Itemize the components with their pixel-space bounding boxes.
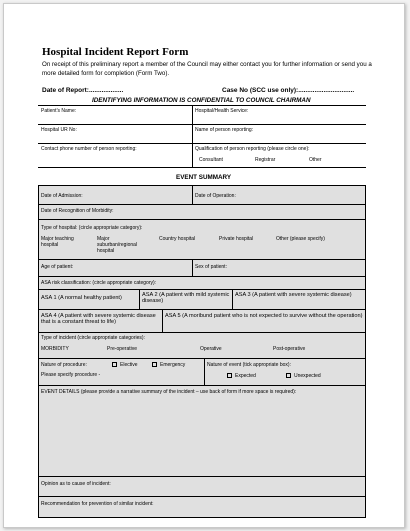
specify-procedure-label[interactable]: Please specify procedure -: [41, 372, 101, 378]
table-rule: [38, 289, 366, 290]
table-rule: [38, 204, 366, 205]
table-divider: [232, 289, 233, 309]
procedure-emergency-option[interactable]: [152, 362, 185, 368]
event-unexpected-label: Unexpected: [294, 373, 321, 379]
qualification-label: Qualification of person reporting (please circle one):: [195, 146, 310, 152]
checkbox-icon[interactable]: [112, 362, 117, 367]
procedure-elective-label: Elective: [120, 362, 138, 368]
procedure-emergency-label: Emergency: [160, 362, 186, 368]
nature-procedure-label: Nature of procedure:: [41, 362, 87, 368]
table-rule: [38, 259, 366, 260]
date-of-report[interactable]: Date of Report:...................: [42, 87, 124, 94]
date-admission-label[interactable]: Date of Admission:: [41, 193, 83, 199]
name-reporting-label[interactable]: Name of person reporting:: [195, 127, 254, 133]
procedure-elective-option[interactable]: [112, 362, 138, 368]
qual-option-registrar[interactable]: Registrar: [255, 157, 276, 163]
asa-heading: ASA risk classification: (circle appropriate category):: [41, 280, 157, 286]
checkbox-icon[interactable]: [152, 362, 157, 367]
hospital-type-suburban[interactable]: Major suburban/regional hospital: [97, 236, 138, 254]
case-number[interactable]: Case No (SCC use only):...............................: [222, 87, 355, 94]
table-rule: [38, 358, 366, 359]
hospital-type-teaching[interactable]: Major teaching hospital: [41, 236, 74, 248]
table-rule: [38, 143, 366, 144]
age-patient-label[interactable]: Age of patient:: [41, 264, 74, 270]
table-rule: [38, 276, 366, 277]
hospital-ur-label[interactable]: Hospital UR No:: [41, 127, 77, 133]
incident-operative[interactable]: Operative: [200, 346, 222, 352]
table-rule: [38, 332, 366, 333]
contact-phone-label[interactable]: Contact phone number of person reporting:: [41, 146, 137, 152]
hospital-type-country[interactable]: Country hospital: [159, 236, 196, 242]
sex-patient-label[interactable]: Sex of patient:: [195, 264, 227, 270]
patients-name-label[interactable]: Patient's Name:: [41, 108, 77, 114]
nature-event-label: Nature of event (tick appropriate box):: [207, 362, 291, 368]
asa-5[interactable]: ASA 5 (A moribund patient who is not expected to survive without the operation): [165, 313, 363, 319]
table-rule: [38, 496, 366, 497]
qual-option-other[interactable]: Other: [309, 157, 322, 163]
form-page: [3, 3, 405, 528]
table-divider: [192, 259, 193, 276]
type-incident-label: Type of incident (circle appropriate categories):: [41, 335, 145, 341]
table-rule: [38, 385, 366, 386]
table-rule: [38, 219, 366, 220]
asa-1[interactable]: ASA 1 (A normal healthy patient): [41, 295, 122, 301]
incident-postoperative[interactable]: Post-operative: [273, 346, 306, 352]
type-hospital-label: Type of hospital: (circle appropriate category):: [41, 225, 143, 231]
event-summary-heading: EVENT SUMMARY: [176, 174, 232, 181]
event-details-label[interactable]: EVENT DETAILS (please provide a narrative summary of the incident – use back of form if more space is required):: [41, 389, 297, 395]
date-operation-label[interactable]: Date of Operation:: [195, 193, 236, 199]
recommendation-label[interactable]: Recommendation for prevention of similar incident:: [41, 501, 154, 507]
checkbox-icon[interactable]: [227, 373, 232, 378]
identifying-heading: IDENTIFYING INFORMATION IS CONFIDENTIAL TO COUNCIL CHAIRMAN: [92, 97, 311, 104]
table-rule: [38, 124, 366, 125]
asa-3[interactable]: ASA 3 (A patient with severe systemic disease): [235, 292, 352, 298]
event-unexpected-option[interactable]: [286, 373, 321, 379]
opinion-label[interactable]: Opinion as to cause of incident:: [41, 481, 111, 487]
event-expected-option[interactable]: [227, 373, 256, 379]
table-divider: [204, 358, 205, 385]
incident-morbidity[interactable]: MORBIDITY: [41, 346, 69, 352]
table-rule: [38, 476, 366, 477]
table-rule: [38, 105, 366, 106]
event-expected-label: Expected: [235, 373, 256, 379]
qual-option-consultant[interactable]: Consultant: [199, 157, 223, 163]
table-divider: [139, 289, 140, 309]
table-rule: [38, 167, 366, 168]
form-title: Hospital Incident Report Form: [42, 46, 189, 58]
intro-text: On receipt of this preliminary report a member of the Council may either contact you for further information or send you a more detailed form for completion (Form Two).: [42, 61, 372, 77]
asa-4[interactable]: ASA 4 (A patient with severe systemic disease that is a constant threat to life): [41, 313, 156, 325]
asa-2[interactable]: ASA 2 (A patient with mild systemic disease): [142, 292, 230, 304]
date-morbidity-label[interactable]: Date of Recognition of Morbidity:: [41, 208, 114, 214]
hospital-type-other[interactable]: Other (please specify): [276, 236, 325, 242]
incident-preoperative[interactable]: Pre-operative: [107, 346, 138, 352]
hospital-service-label[interactable]: Hospital/Health Service:: [195, 108, 249, 114]
table-divider: [162, 309, 163, 332]
checkbox-icon[interactable]: [286, 373, 291, 378]
table-divider: [192, 185, 193, 204]
hospital-type-private[interactable]: Private hospital: [219, 236, 254, 242]
table-divider: [192, 105, 193, 167]
table-rule: [38, 309, 366, 310]
